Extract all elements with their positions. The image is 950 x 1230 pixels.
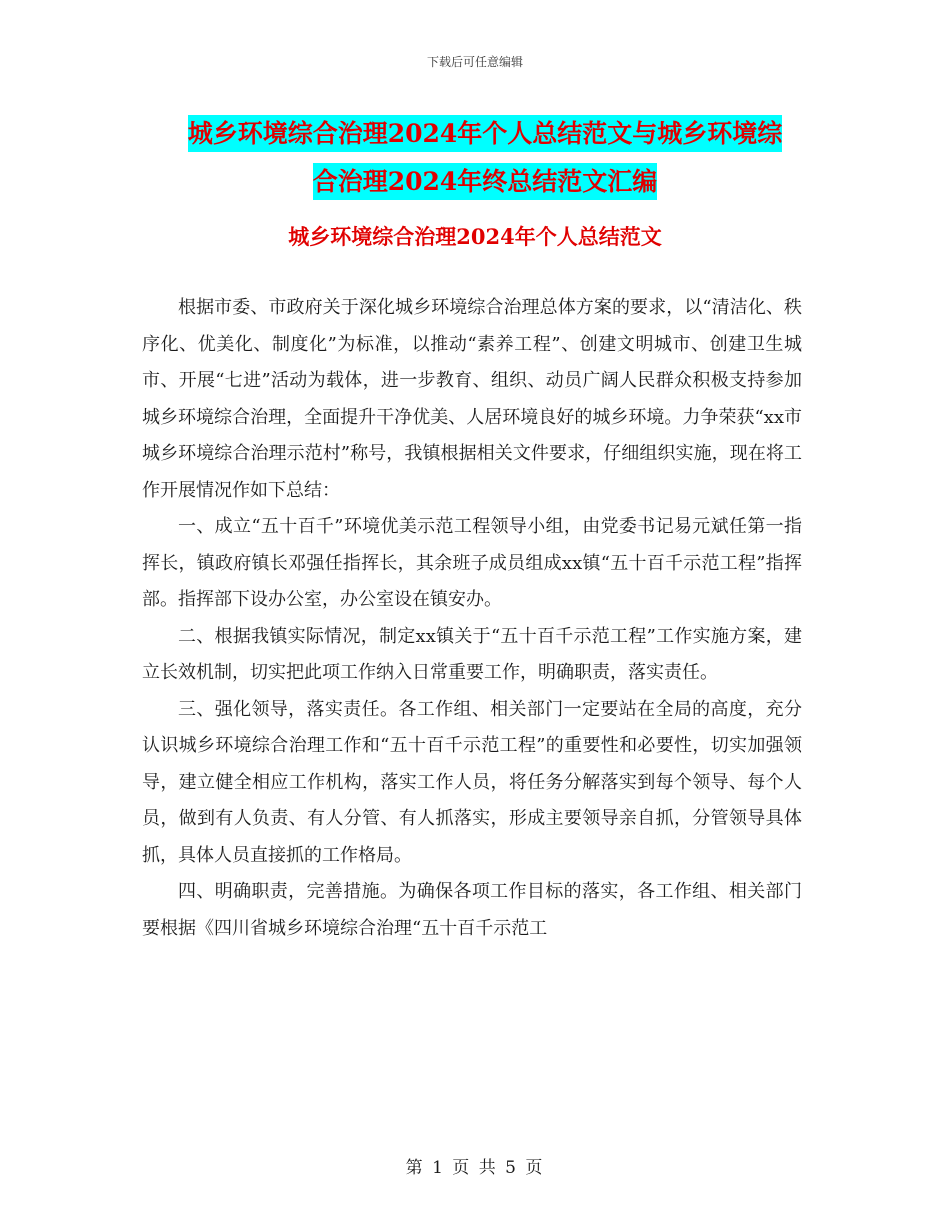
paragraph: 二、根据我镇实际情况，制定xx镇关于“五十百千示范工程”工作实施方案，建立长效机制，切实把此项工作纳入日常重要工作，明确职责，落实责任。 (142, 625, 802, 683)
page-number: 第 1 页 共 5 页 (405, 1158, 545, 1178)
paragraph: 一、成立“五十百千”环境优美示范工程领导小组，由党委书记易元斌任第一指挥长，镇政府镇长邓强任指挥长，其余班子成员组成xx镇“五十百千示范工程”指挥部。指挥部下设办公室，办公室设在镇安办。 (142, 516, 802, 610)
header-note: 下载后可任意编辑 (426, 55, 523, 69)
document-title-line-1: 城乡环境综合治理2024年个人总结范文与城乡环境综 (188, 115, 783, 152)
section-title: 城乡环境综合治理2024年个人总结范文 (288, 224, 662, 249)
document-title-line-2: 合治理2024年终总结范文汇编 (313, 163, 658, 200)
document-body (142, 290, 802, 947)
paragraph: 四、明确职责，完善措施。为确保各项工作目标的落实，各工作组、相关部门要根据《四川省城乡环境综合治理“五十百千示范工 (142, 881, 802, 939)
paragraph: 三、强化领导，落实责任。各工作组、相关部门一定要站在全局的高度，充分认识城乡环境综合治理工作和“五十百千示范工程”的重要性和必要性，切实加强领导，建立健全相应工作机构，落实工作人员，将任务分解落实到每个领导、每个人员，做到有人负责、有人分管、有人抓落实，形成主要领导亲自抓，分管领导具体抓，具体人员直接抓的工作格局。 (142, 698, 802, 866)
document-title (140, 110, 830, 206)
paragraph: 根据市委、市政府关于深化城乡环境综合治理总体方案的要求，以“清洁化、秩序化、优美化、制度化”为标准，以推动“素养工程”、创建文明城市、创建卫生城市、开展“七进”活动为载体，进一步教育、组织、动员广阔人民群众积极支持参加城乡环境综合治理，全面提升干净优美、人居环境良好的城乡环境。力争荣获“xx市城乡环境综合治理示范村”称号，我镇根据相关文件要求，仔细组织实施，现在将工作开展情况作如下总结： (142, 297, 802, 501)
